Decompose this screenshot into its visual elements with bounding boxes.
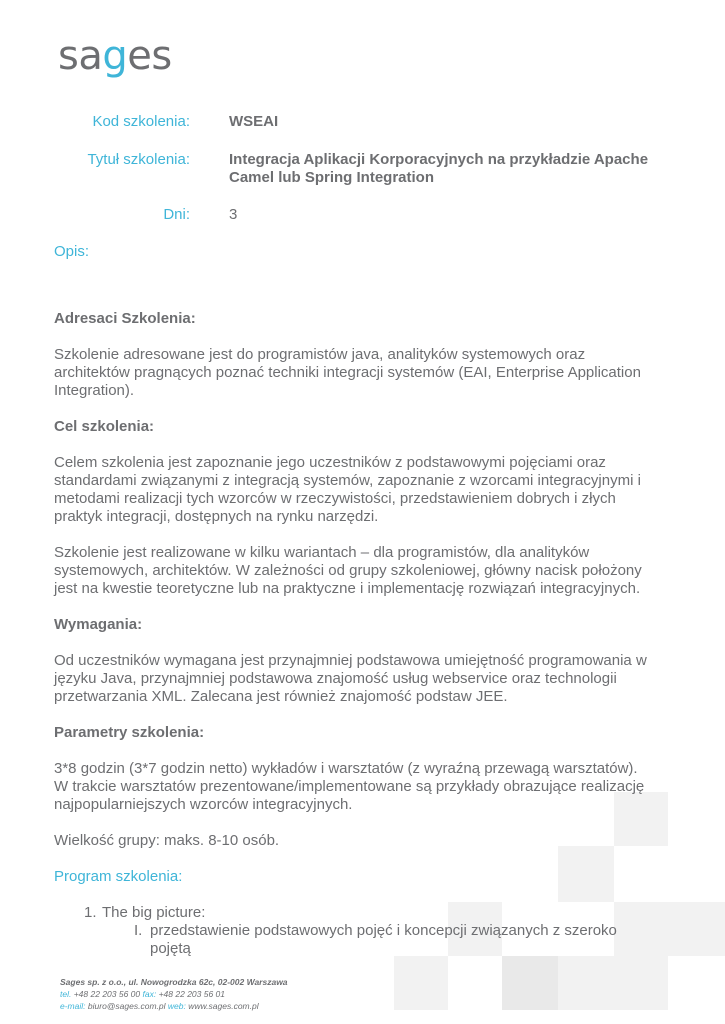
- list-item-label: przedstawienie podstawowych pojęć i koncepcji związanych z szeroko pojętą: [150, 922, 617, 957]
- decor-square: [502, 956, 558, 1010]
- footer-company: Sages sp. z o.o., ul. Nowogrodzka 62c, 02-002 Warszawa: [60, 977, 288, 987]
- group-size-text: Wielkość grupy: maks. 8-10 osób.: [54, 832, 280, 849]
- footer-email[interactable]: biuro@sages.com.pl: [87, 1001, 166, 1011]
- description-label: Opis:: [54, 243, 90, 260]
- variants-text: Szkolenie jest realizowane w kilku wariantach – dla programistów, dla analityków systemowych, architektów. W zależności od grupy szkoleniowej, główny nacisk położony jest na kwestie teoretyczne lub na praktyczne i implementację rozwiązań integracyjnych.: [54, 544, 642, 597]
- footer-contact-line: e-mail: biuro@sages.com.pl web: www.sages.com.pl: [60, 1001, 259, 1011]
- course-code-label: Kod szkolenia:: [92, 113, 190, 130]
- decor-square: [558, 956, 614, 1010]
- list-number: 1.: [84, 904, 97, 921]
- footer-fax: +48 22 203 56 01: [158, 989, 226, 999]
- footer: [60, 976, 288, 1012]
- list-item: [54, 904, 654, 958]
- list-item: [54, 922, 654, 958]
- days-label: Dni:: [163, 206, 190, 223]
- program-heading: Program szkolenia:: [54, 868, 183, 885]
- footer-phone: +48 22 203 56 00: [73, 989, 141, 999]
- decor-square: [668, 902, 725, 956]
- course-title-label: Tytuł szkolenia:: [87, 151, 190, 168]
- goal-text: Celem szkolenia jest zapoznanie jego uczestników z podstawowymi pojęciami oraz standardami związanymi z integracją systemów, zapoznanie z wzorcami integracyjnymi i metodami realizacji tych wzorców w rzeczywistości, przedstawieniem dobrych i złych praktyk integracji, dostępnych na rynku narzędzi.: [54, 454, 641, 525]
- audience-text: Szkolenie adresowane jest do programistów java, analityków systemowych oraz architektów pragnących poznać techniki integracji systemów (EAI, Enterprise Application Integration).: [54, 346, 641, 399]
- parameters-text: 3*8 godzin (3*7 godzin netto) wykładów i warsztatów (z wyraźną przewagą warsztatów). W trakcie warsztatów prezentowane/implementowane są przykłady obrazujące realizację najpopularniejszych wzorców integracyjnych.: [54, 760, 645, 813]
- document-body: [54, 310, 654, 958]
- course-code-value: WSEAI: [229, 113, 279, 130]
- days-value: 3: [229, 206, 238, 223]
- list-item-label: The big picture:: [102, 904, 206, 921]
- footer-phone-line: tel. +48 22 203 56 00 fax: +48 22 203 56 01: [60, 989, 226, 999]
- sages-logo: sages: [58, 33, 172, 79]
- list-number: I.: [134, 922, 143, 939]
- audience-heading: Adresaci Szkolenia:: [54, 310, 196, 327]
- parameters-heading: Parametry szkolenia:: [54, 724, 205, 741]
- requirements-text: Od uczestników wymagana jest przynajmniej podstawowa umiejętność programowania w języku Java, przynajmniej podstawowa znajomość usług webservice oraz technologii przetwarzania XML. Zalecana jest również znajomość podstaw JEE.: [54, 652, 647, 705]
- decor-square: [394, 956, 448, 1010]
- course-title-value: Integracja Aplikacji Korporacyjnych na przykładzie Apache Camel lub Spring Integration: [229, 151, 649, 186]
- program-list: [54, 904, 654, 958]
- program-sublist: [102, 922, 654, 958]
- footer-website[interactable]: www.sages.com.pl: [188, 1001, 259, 1011]
- goal-heading: Cel szkolenia:: [54, 418, 155, 435]
- decor-square: [614, 956, 668, 1010]
- requirements-heading: Wymagania:: [54, 616, 143, 633]
